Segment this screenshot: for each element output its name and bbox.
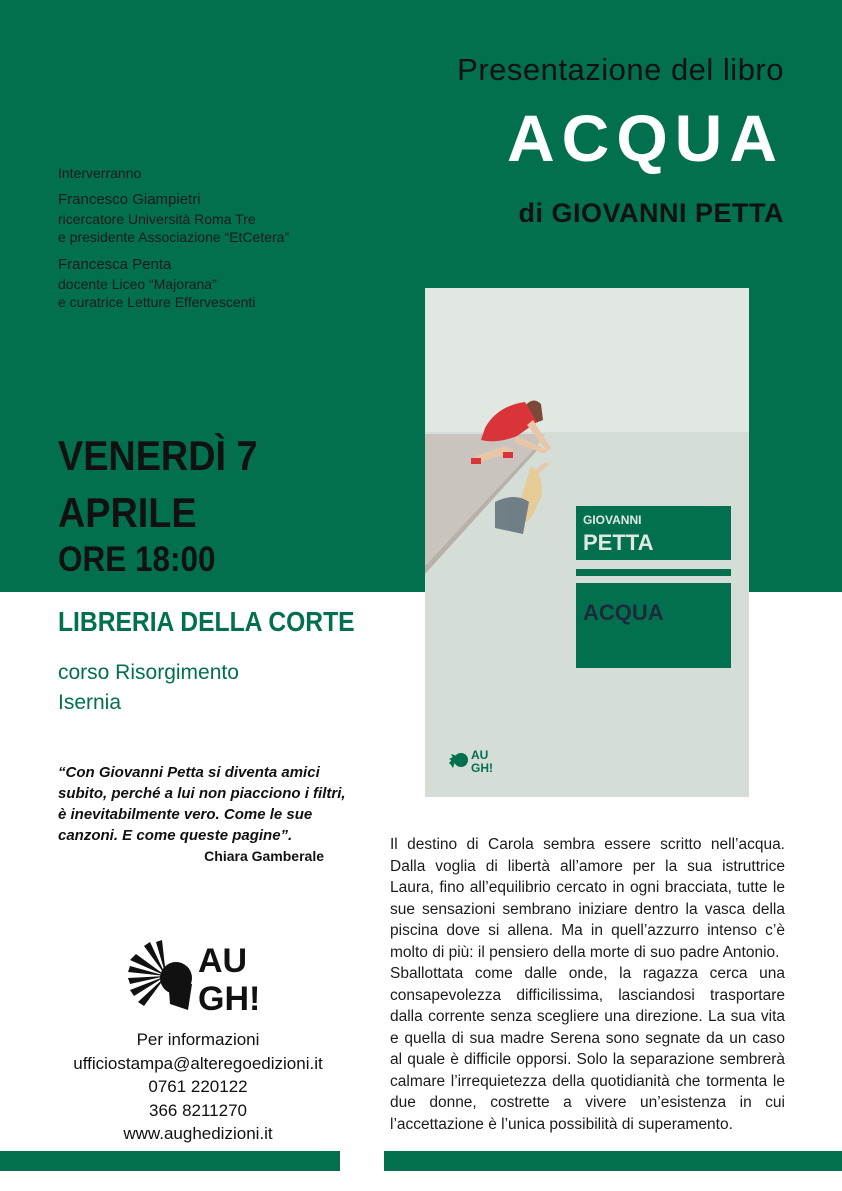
event-time: ORE 18:00	[58, 540, 216, 579]
event-label: Presentazione del libro	[457, 52, 784, 87]
contact-email[interactable]: ufficiostampa@alteregoedizioni.it	[73, 1053, 323, 1073]
footer-bar-right	[384, 1151, 842, 1171]
synopsis-paragraph: Sballottata come dalle onde, la ragazza cerca una consapevolezza difficilissima, lasciandosi trasportare dalla corrente senza scegliere una direzione. La sua vita e quella di sua madre Serena sono segnate da un caso al quale è difficile opporsi. Solo la separazione sembrerà calmare l’irrequietezza della quotidianità che tormenta le due donne, costrette a vivere un’esistenza in cui l’accettazione è l’unica possibilità di superamento.	[390, 965, 785, 1133]
cover-title: ACQUA	[583, 600, 664, 625]
author-name: GIOVANNI PETTA	[551, 198, 784, 228]
speaker-role: e presidente Associazione “EtCetera”	[58, 229, 290, 245]
feathered-headdress-icon	[126, 938, 278, 1014]
cover-author-last: PETTA	[583, 530, 654, 555]
venue-street: corso Risorgimento	[58, 661, 239, 684]
synopsis	[390, 834, 785, 1135]
contact-block	[40, 1028, 356, 1146]
cover-author-first: GIOVANNI	[583, 513, 642, 527]
contact-label: Per informazioni	[136, 1030, 260, 1049]
contact-website[interactable]: www.aughedizioni.it	[123, 1124, 273, 1143]
speaker-role: docente Liceo “Majorana”	[58, 276, 217, 292]
publisher-logo	[126, 938, 278, 1014]
quote-author: Chiara Gamberale	[204, 848, 324, 864]
svg-text:AU: AU	[471, 748, 489, 762]
speakers-block	[58, 164, 289, 320]
venue-city: Isernia	[58, 691, 122, 714]
footer-bar-left	[0, 1151, 340, 1171]
event-month: APRILE	[58, 489, 197, 536]
speaker-item	[58, 190, 289, 246]
contact-phone[interactable]: 0761 220122	[148, 1077, 248, 1096]
book-cover-illustration	[425, 288, 749, 797]
speaker-name: Francesco Giampietri	[58, 191, 201, 208]
logo-text-top: AU	[198, 942, 248, 980]
speaker-role: e curatrice Letture Effervescenti	[58, 294, 256, 310]
author-line	[518, 198, 784, 229]
synopsis-paragraph: Il destino di Carola sembra essere scritto nell’acqua. Dalla voglia di libertà all’amore per la sua istruttrice Laura, fino all’equilibrio cercato in ogni bracciata, tutte le sue sensazioni sembrano iniziare dentro la vasca della piscina dove si allena. Ma in quell’azzurro intenso c’è molto di più: il pensiero della morte di suo padre Antonio.	[390, 836, 785, 961]
event-day: VENERDÌ 7	[58, 432, 258, 479]
speaker-role: ricercatore Università Roma Tre	[58, 211, 256, 227]
contact-phone[interactable]: 366 8211270	[148, 1100, 247, 1120]
speakers-intro: Interverranno	[58, 165, 142, 181]
logo-text-bottom: GH!	[198, 980, 261, 1014]
author-prefix: di	[518, 198, 544, 228]
venue-name: LIBRERIA DELLA CORTE	[58, 606, 355, 637]
cover-title-panel	[576, 583, 731, 668]
svg-text:GH!: GH!	[471, 761, 493, 775]
book-cover	[425, 288, 749, 797]
book-title: ACQUA	[507, 101, 784, 175]
speaker-item	[58, 255, 289, 311]
speaker-name: Francesca Penta	[58, 256, 172, 273]
quote-text: “Con Giovanni Petta si diventa amici subito, perché a lui non piacciono i filtri, è inevitabilmente vero. Come le sue canzoni. E come queste pagine”.	[58, 764, 346, 844]
